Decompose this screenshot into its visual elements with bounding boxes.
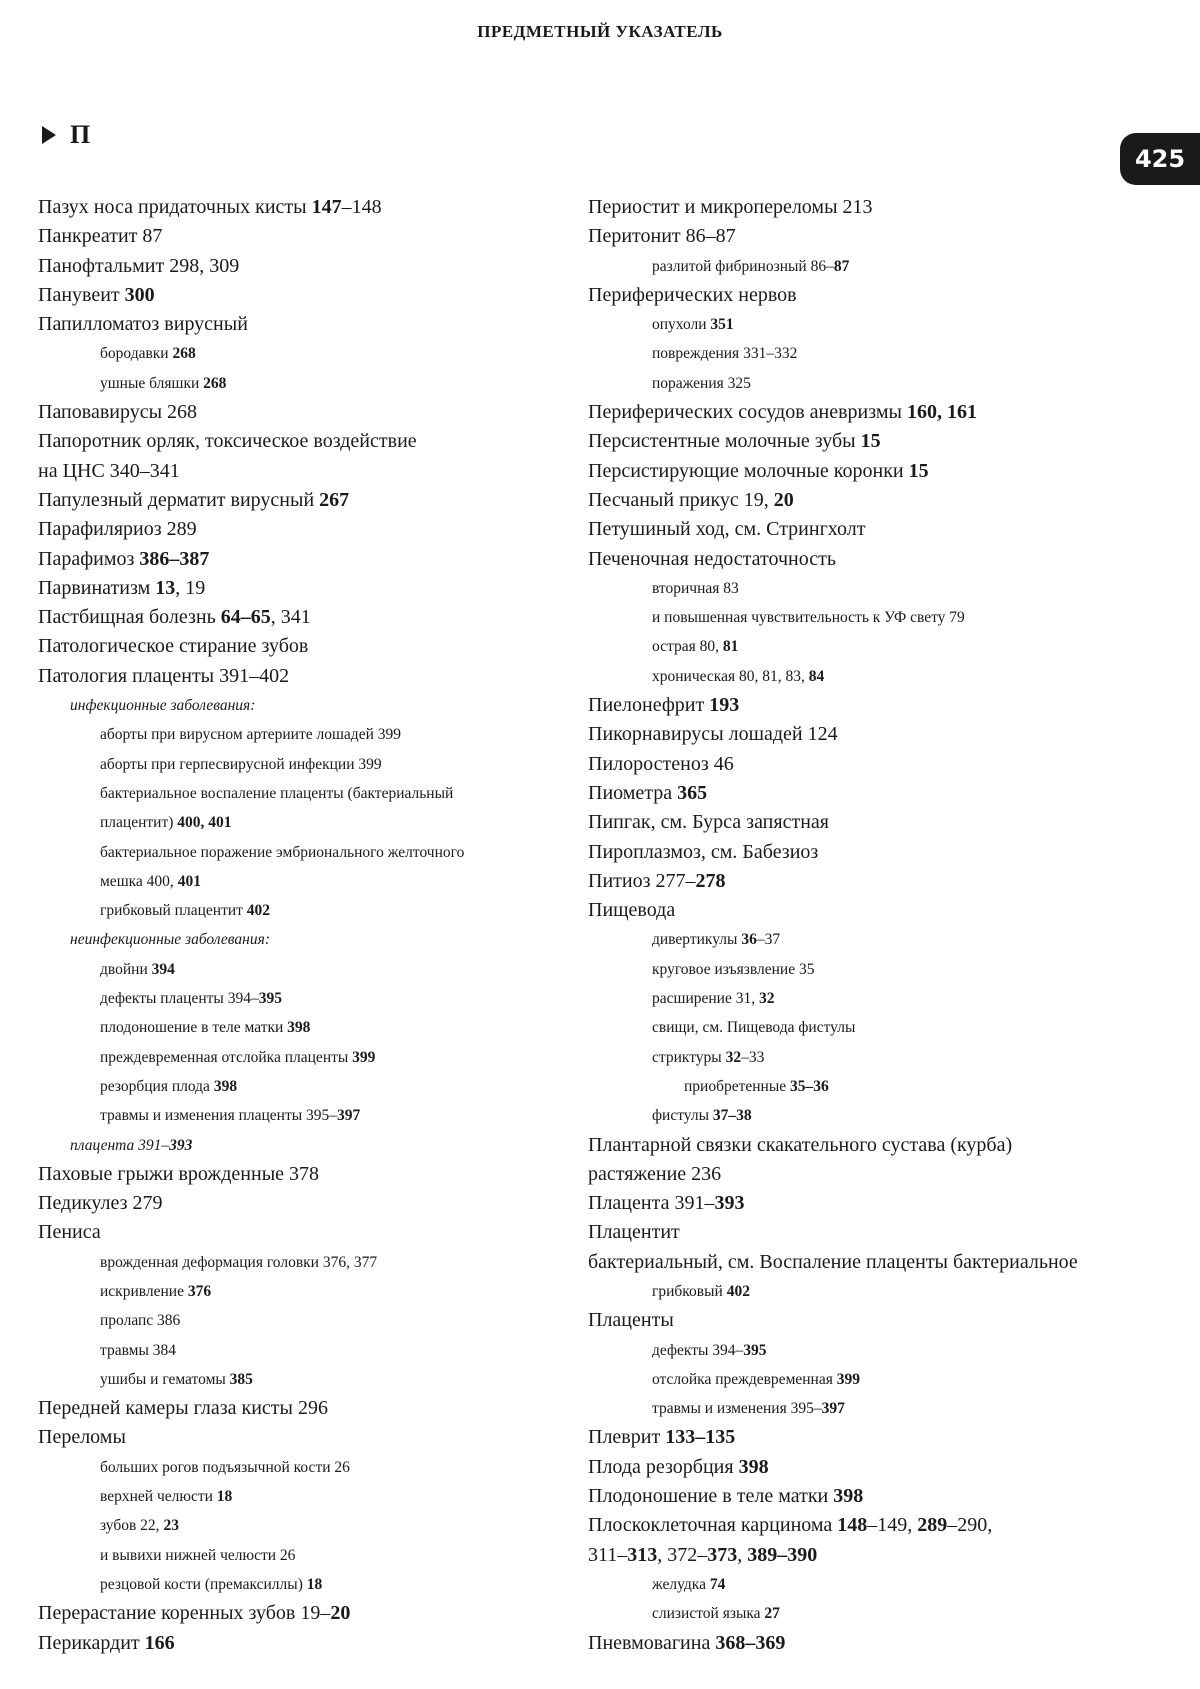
index-entry: [38, 222, 578, 251]
entry-text: вторичная 83: [652, 579, 739, 597]
index-subentry: [38, 1453, 578, 1482]
index-entry: [38, 1599, 578, 1628]
entry-text: 391–: [134, 1136, 170, 1154]
page-ref-bold: 267: [319, 488, 350, 511]
page-ref-bold: 398: [738, 1455, 769, 1478]
entry-text: Персистентные молочные зубы: [588, 430, 861, 453]
index-entry: [588, 281, 1148, 310]
entry-text: травмы 384: [100, 1341, 176, 1359]
page-ref-bold: 278: [695, 869, 726, 892]
index-entry: [38, 1629, 578, 1658]
entry-text: Папилломатоз вирусный: [38, 313, 248, 336]
index-entry: [588, 398, 1148, 427]
entry-text: ушибы и гематомы: [100, 1370, 230, 1388]
entry-text: 311–: [588, 1543, 628, 1566]
index-entry: [588, 1453, 1148, 1482]
entry-text: Плацента 391–: [588, 1192, 715, 1215]
index-entry: [588, 1160, 1148, 1189]
index-subentry: [588, 310, 1148, 339]
index-entry: [38, 398, 578, 427]
index-subentry: [38, 808, 578, 837]
index-entry: [38, 603, 578, 632]
entry-text: , 19: [175, 576, 206, 599]
index-entry: [588, 545, 1148, 574]
page-number-tab: [1120, 133, 1200, 185]
entry-text: –33: [741, 1048, 765, 1066]
entry-text: круговое изъязвление 35: [652, 960, 815, 978]
entry-text: Плода резорбция: [588, 1455, 739, 1478]
entry-text: аборты при вирусном артериите лошадей 399: [100, 726, 401, 744]
entry-text: врожденная деформация головки 376, 377: [100, 1253, 378, 1271]
page-ref-bold: 397: [821, 1400, 845, 1418]
index-entry: [588, 1629, 1148, 1658]
page-ref-bold: 37–38: [712, 1107, 752, 1125]
entry-text: Панофтальмит 298, 309: [38, 254, 240, 277]
index-entry: [588, 750, 1148, 779]
entry-text: Плеврит: [588, 1426, 666, 1449]
entry-text: Периостит и микропереломы 213: [588, 196, 873, 218]
entry-text: Плаценты: [588, 1309, 674, 1332]
triangle-right-icon: [42, 126, 56, 144]
index-entry: [38, 545, 578, 574]
entry-text: мешка 400,: [100, 872, 178, 890]
entry-text: Передней камеры глаза кисты 296: [38, 1397, 328, 1420]
entry-text: Персистирующие молочные коронки: [588, 459, 909, 482]
entry-text: преждевременная отслойка плаценты: [100, 1048, 353, 1066]
entry-text: Пипгак, см. Бурса запястная: [588, 811, 829, 834]
entry-text: бактериальный, см. Воспаление плаценты бактериальное: [588, 1250, 1078, 1273]
index-entry: [588, 720, 1148, 749]
index-subentry: [588, 339, 1148, 368]
entry-text: Панкреатит 87: [38, 225, 163, 248]
page-ref-bold: 400, 401: [177, 814, 232, 832]
entry-text: Патология плаценты 391–402: [38, 664, 290, 687]
entry-text: Паховые грыжи врожденные 378: [38, 1162, 320, 1185]
page-ref-bold: 395: [258, 990, 282, 1008]
entry-text: и вывихи нижней челюсти 26: [100, 1546, 296, 1564]
page-ref-bold: 368–369: [715, 1631, 786, 1654]
index-entry: [38, 281, 578, 310]
page-ref-bold: 84: [808, 667, 825, 685]
entry-text: –148: [341, 196, 382, 218]
entry-text: Петушиный ход, см. Стрингхолт: [588, 518, 866, 541]
index-subentry: [38, 1101, 578, 1130]
page-ref-bold: 393: [714, 1192, 745, 1215]
entry-text: резорбция плода: [100, 1077, 214, 1095]
page-ref-bold: 313: [627, 1543, 658, 1566]
entry-text: Патологическое стирание зубов: [38, 635, 309, 658]
page-ref-bold: 35–36: [790, 1077, 829, 1095]
entry-text: бактериальное воспаление плаценты (бактериальный: [100, 784, 454, 802]
index-subentry: [588, 662, 1148, 691]
index-subentry: [38, 691, 578, 720]
entry-text: ,: [737, 1543, 748, 1566]
index-entry: [38, 457, 578, 486]
entry-text: зубов 22,: [100, 1517, 164, 1535]
index-subentry: [588, 1394, 1148, 1423]
entry-text: Пастбищная болезнь: [38, 606, 221, 629]
page-ref-bold: 300: [124, 283, 155, 306]
page-ref-bold: 398: [213, 1077, 238, 1095]
entry-text: дивертикулы: [652, 931, 742, 949]
entry-text: Плацентит: [588, 1221, 680, 1244]
page-ref-bold: 133–135: [665, 1426, 736, 1449]
page-ref-bold: 385: [229, 1370, 253, 1388]
index-subentry: [38, 1336, 578, 1365]
entry-text: ушные бляшки: [100, 374, 204, 392]
index-entry: [588, 1248, 1148, 1277]
page-ref-bold: 18: [216, 1488, 233, 1506]
entry-text: Пазух носа придаточных кисты: [38, 196, 312, 218]
index-column-right: [588, 193, 1148, 1658]
page-ref-bold: 74: [709, 1575, 726, 1593]
entry-text: , 372–: [657, 1543, 708, 1566]
page-ref-bold: 268: [172, 345, 196, 363]
page-ref-bold: 393: [169, 1136, 193, 1154]
entry-text: Плоскоклеточная карцинома: [588, 1514, 838, 1537]
index-subentry: [38, 1013, 578, 1042]
index-subentry: [588, 369, 1148, 398]
entry-text: двойни: [100, 960, 152, 978]
entry-text: Пищевода: [588, 899, 676, 922]
section-letter: П: [70, 120, 91, 149]
index-subentry: [588, 574, 1148, 603]
page-ref-bold: 20: [330, 1602, 351, 1625]
entry-text: острая 80,: [652, 638, 723, 656]
index-entry: [588, 1482, 1148, 1511]
page-ref-bold: 36: [741, 931, 757, 949]
index-subentry: [38, 1248, 578, 1277]
page-ref-bold: 386–387: [139, 547, 210, 570]
page-ref-bold: 13: [155, 576, 176, 599]
index-entry: [588, 691, 1148, 720]
entry-text: травмы и изменения плаценты 395–: [100, 1107, 338, 1125]
index-entry: [588, 222, 1148, 251]
page-ref-bold: 399: [836, 1370, 860, 1388]
entry-text: Пилоростеноз 46: [588, 752, 734, 775]
index-subentry: [38, 1365, 578, 1394]
index-subentry: [588, 1365, 1148, 1394]
entry-text: неинфекционные заболевания:: [70, 931, 270, 949]
index-subentry: [588, 1072, 1148, 1101]
index-subentry: [38, 925, 578, 954]
entry-text: Папоротник орляк, токсическое воздействие: [38, 430, 417, 453]
index-subentry: [588, 1570, 1148, 1599]
page-ref-bold: 20: [773, 488, 794, 511]
index-entry: [588, 1423, 1148, 1452]
page-ref-bold: 397: [337, 1107, 361, 1125]
entry-text: Пиелонефрит: [588, 694, 710, 717]
page-ref-bold: 402: [726, 1282, 750, 1300]
index-subentry: [38, 339, 578, 368]
index-entry: [588, 1131, 1148, 1160]
index-entry: [38, 1160, 578, 1189]
index-subentry: [38, 1072, 578, 1101]
index-subentry: [588, 603, 1148, 632]
page-ref-bold: 373: [707, 1543, 738, 1566]
index-entry: [38, 310, 578, 339]
index-entry: [38, 1189, 578, 1218]
entry-text: Песчаный прикус 19,: [588, 488, 774, 511]
entry-text: Плантарной связки скакательного сустава (курба): [588, 1133, 1013, 1156]
page-ref-bold: 389–390: [747, 1543, 818, 1566]
entry-text: больших рогов подъязычной кости 26: [100, 1458, 350, 1476]
entry-text: отслойка преждевременная: [652, 1370, 837, 1388]
page-ref-bold: 398: [833, 1485, 864, 1508]
index-subentry: [38, 720, 578, 749]
entry-text: бородавки: [100, 345, 173, 363]
entry-text: Перерастание коренных зубов 19–: [38, 1602, 331, 1625]
index-entry: [38, 486, 578, 515]
index-entry: [38, 574, 578, 603]
page-ref-bold: 18: [306, 1575, 323, 1593]
entry-text: плацента: [70, 1136, 135, 1154]
page-ref-bold: 289: [917, 1514, 948, 1537]
index-subentry: [38, 955, 578, 984]
index-entry: [588, 1306, 1148, 1335]
page-ref-bold: 376: [187, 1282, 212, 1300]
page-ref-bold: 351: [710, 316, 734, 334]
index-entry: [38, 193, 578, 222]
entry-text: травмы и изменения 395–: [652, 1400, 822, 1418]
entry-text: верхней челюсти: [100, 1488, 217, 1506]
index-subentry: [588, 1101, 1148, 1130]
page-ref-bold: 166: [144, 1631, 175, 1654]
page-ref-bold: 32: [725, 1048, 742, 1066]
running-head: ПРЕДМЕТНЫЙ УКАЗАТЕЛЬ: [477, 22, 723, 41]
entry-text: Парафимоз: [38, 547, 140, 570]
entry-text: фистулы: [652, 1107, 713, 1125]
index-entry: [588, 1511, 1148, 1540]
page-ref-bold: 148: [837, 1514, 868, 1537]
index-subentry: [38, 1541, 578, 1570]
index-subentry: [38, 1277, 578, 1306]
entry-text: Пениса: [38, 1221, 101, 1244]
entry-text: растяжение 236: [588, 1162, 722, 1185]
entry-text: Панувеит: [38, 283, 125, 306]
index-entry: [588, 1218, 1148, 1247]
entry-text: свищи, см. Пищевода фистулы: [652, 1019, 856, 1037]
entry-text: расширение 31,: [652, 990, 759, 1008]
entry-text: на ЦНС 340–341: [38, 459, 180, 482]
index-subentry: [38, 1511, 578, 1540]
page-ref-bold: 147: [311, 196, 342, 218]
index-entry: [38, 632, 578, 661]
index-subentry: [588, 984, 1148, 1013]
page-ref-bold: 395: [743, 1341, 767, 1359]
page-ref-bold: 399: [352, 1048, 376, 1066]
entry-text: Переломы: [38, 1426, 126, 1449]
index-subentry: [38, 1570, 578, 1599]
entry-text: Пневмовагина: [588, 1631, 716, 1654]
index-entry: [588, 1541, 1148, 1570]
entry-text: –37: [756, 931, 781, 949]
entry-text: слизистой языка: [652, 1605, 765, 1623]
entry-text: Периферических нервов: [588, 283, 797, 306]
index-entry: [588, 1189, 1148, 1218]
entry-text: дефекты плаценты 394–: [100, 990, 259, 1008]
entry-text: повреждения 331–332: [652, 345, 798, 363]
index-subentry: [588, 925, 1148, 954]
section-heading: [42, 120, 90, 150]
index-column-left: [38, 193, 578, 1658]
page-ref-bold: 15: [860, 430, 881, 453]
index-subentry: [38, 867, 578, 896]
index-subentry: [38, 369, 578, 398]
entry-text: Папулезный дерматит вирусный: [38, 488, 320, 511]
index-subentry: [38, 984, 578, 1013]
page-ref-bold: 15: [908, 459, 929, 482]
entry-text: Периферических сосудов аневризмы: [588, 401, 907, 424]
entry-text: резцовой кости (премаксиллы): [100, 1575, 307, 1593]
page-ref-bold: 81: [722, 638, 739, 656]
index-entry: [588, 193, 1148, 222]
index-subentry: [38, 750, 578, 779]
page-ref-bold: 23: [163, 1517, 179, 1535]
page-ref-bold: 27: [764, 1605, 780, 1623]
index-entry: [38, 252, 578, 281]
index-subentry: [38, 896, 578, 925]
entry-text: Пиометра: [588, 781, 678, 804]
entry-text: инфекционные заболевания:: [70, 697, 256, 715]
index-entry: [588, 779, 1148, 808]
index-subentry: [588, 1043, 1148, 1072]
index-subentry: [588, 252, 1148, 281]
entry-text: плодоношение в теле матки: [100, 1019, 288, 1037]
index-entry: [588, 486, 1148, 515]
index-subentry: [588, 1336, 1148, 1365]
index-entry: [588, 867, 1148, 896]
entry-text: , 341: [270, 606, 311, 629]
entry-text: грибковый: [652, 1282, 727, 1300]
index-entry: [588, 838, 1148, 867]
page-ref-bold: 401: [177, 872, 201, 890]
index-subentry: [588, 632, 1148, 661]
entry-text: опухоли: [652, 316, 711, 334]
entry-text: Пироплазмоз, см. Бабезиоз: [588, 840, 819, 863]
page-ref-bold: 365: [677, 781, 708, 804]
page-ref-bold: 160, 161: [906, 401, 977, 424]
index-entry: [38, 427, 578, 456]
entry-text: Перитонит 86–87: [588, 225, 736, 248]
index-subentry: [588, 1013, 1148, 1042]
page-ref-bold: 193: [709, 694, 740, 717]
page-ref-bold: 268: [203, 374, 227, 392]
index-subentry: [588, 955, 1148, 984]
entry-text: Парафиляриоз 289: [38, 518, 197, 541]
entry-text: Перикардит: [38, 1631, 145, 1654]
page-ref-bold: 64–65: [220, 606, 271, 629]
entry-text: искривление: [100, 1282, 188, 1300]
index-subentry: [38, 779, 578, 808]
entry-text: приобретенные: [684, 1077, 791, 1095]
page-ref-bold: 394: [151, 960, 175, 978]
entry-text: Педикулез 279: [38, 1192, 163, 1215]
entry-text: стриктуры: [652, 1048, 726, 1066]
entry-text: бактериальное поражение эмбрионального желточного: [100, 843, 465, 861]
index-subentry: [38, 1482, 578, 1511]
entry-text: Питиоз 277–: [588, 869, 696, 892]
page-ref-bold: 87: [833, 257, 850, 275]
entry-text: аборты при герпесвирусной инфекции 399: [100, 755, 382, 773]
entry-text: –290,: [947, 1514, 993, 1537]
index-entry: [588, 427, 1148, 456]
index-subentry: [38, 1131, 578, 1160]
index-subentry: [38, 1306, 578, 1335]
entry-text: и повышенная чувствительность к УФ свету 79: [652, 609, 965, 627]
entry-text: пролапс 386: [100, 1312, 181, 1330]
entry-text: желудка: [652, 1575, 710, 1593]
entry-text: разлитой фибринозный 86–: [652, 257, 834, 275]
index-entry: [38, 1423, 578, 1452]
entry-text: –149,: [867, 1514, 918, 1537]
entry-text: Паповавирусы 268: [38, 401, 198, 424]
index-entry: [38, 1218, 578, 1247]
entry-text: Пикорнавирусы лошадей 124: [588, 723, 838, 746]
entry-text: Плодоношение в теле матки: [588, 1485, 834, 1508]
entry-text: хроническая 80, 81, 83,: [652, 667, 809, 685]
page-number: 425: [1134, 145, 1186, 173]
entry-text: плацентит): [100, 814, 178, 832]
entry-text: Печеночная недостаточность: [588, 547, 836, 570]
page-ref-bold: 32: [758, 990, 775, 1008]
entry-text: дефекты 394–: [652, 1341, 744, 1359]
page-ref-bold: 402: [246, 902, 271, 920]
entry-text: Парвинатизм: [38, 576, 156, 599]
index-entry: [588, 896, 1148, 925]
index-entry: [588, 515, 1148, 544]
index-subentry: [38, 1043, 578, 1072]
entry-text: поражения 325: [652, 374, 751, 392]
index-subentry: [588, 1599, 1148, 1628]
index-entry: [588, 457, 1148, 486]
index-entry: [38, 662, 578, 691]
page-ref-bold: 398: [287, 1019, 311, 1037]
index-subentry: [588, 1277, 1148, 1306]
index-subentry: [38, 838, 578, 867]
index-entry: [588, 808, 1148, 837]
index-entry: [38, 515, 578, 544]
index-entry: [38, 1394, 578, 1423]
entry-text: грибковый плацентит: [100, 902, 247, 920]
